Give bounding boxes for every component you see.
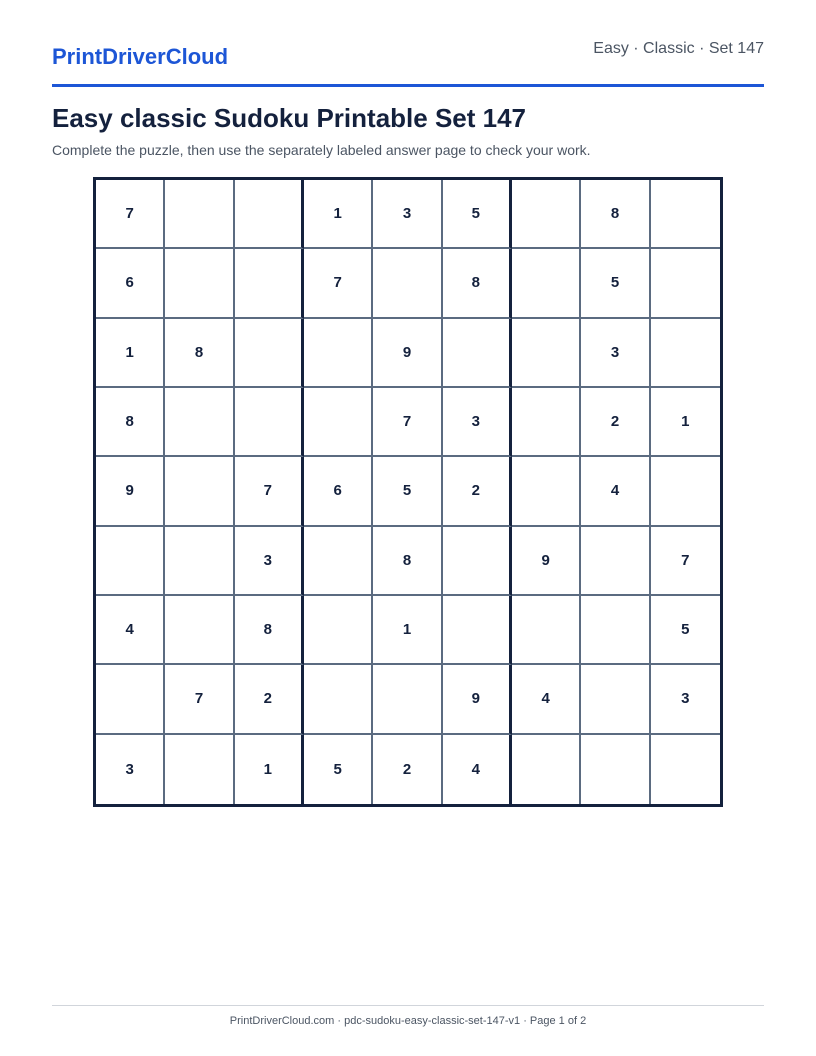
sudoku-cell-empty (443, 596, 512, 665)
sudoku-cell-given: 9 (373, 319, 442, 388)
sudoku-cell-given: 3 (651, 665, 720, 734)
sudoku-cell-given: 1 (373, 596, 442, 665)
sudoku-cell-empty (235, 180, 304, 249)
sudoku-cell-empty (512, 180, 581, 249)
sudoku-cell-empty (304, 665, 373, 734)
page-header (52, 36, 764, 87)
sudoku-cell-empty (512, 249, 581, 318)
sudoku-cell-empty (512, 388, 581, 457)
sudoku-cell-given: 6 (96, 249, 165, 318)
sudoku-cell-empty (651, 735, 720, 804)
sudoku-cell-given: 1 (235, 735, 304, 804)
sudoku-cell-empty (651, 319, 720, 388)
sudoku-cell-empty (165, 249, 234, 318)
sudoku-cell-empty (96, 665, 165, 734)
sudoku-cell-empty (165, 527, 234, 596)
brand-logo: PrintDriverCloud (52, 44, 229, 69)
sudoku-cell-given: 7 (373, 388, 442, 457)
sudoku-cell-empty (443, 319, 512, 388)
sudoku-cell-empty (651, 457, 720, 526)
sudoku-cell-given: 2 (581, 388, 650, 457)
sudoku-cell-given: 3 (235, 527, 304, 596)
sudoku-cell-given: 1 (96, 319, 165, 388)
sudoku-cell-empty (581, 665, 650, 734)
sudoku-cell-given: 5 (581, 249, 650, 318)
sudoku-cell-given: 1 (304, 180, 373, 249)
sudoku-cell-empty (304, 596, 373, 665)
sudoku-cell-given: 7 (651, 527, 720, 596)
sudoku-cell-given: 3 (96, 735, 165, 804)
sudoku-cell-empty (304, 319, 373, 388)
sudoku-cell-given: 5 (304, 735, 373, 804)
sudoku-cell-given: 5 (373, 457, 442, 526)
sudoku-cell-given: 9 (96, 457, 165, 526)
sudoku-cell-given: 2 (373, 735, 442, 804)
sudoku-cell-empty (235, 249, 304, 318)
page-subtitle: Complete the puzzle, then use the separately labeled answer page to check your work. (52, 142, 591, 158)
sudoku-cell-given: 8 (581, 180, 650, 249)
sudoku-cell-given: 3 (443, 388, 512, 457)
sudoku-cell-given: 1 (651, 388, 720, 457)
sudoku-cell-given: 3 (581, 319, 650, 388)
sudoku-cell-given: 8 (96, 388, 165, 457)
sudoku-cell-empty (373, 249, 442, 318)
sudoku-cell-given: 8 (235, 596, 304, 665)
sudoku-cell-empty (165, 596, 234, 665)
sudoku-cell-given: 6 (304, 457, 373, 526)
sudoku-cell-given: 8 (373, 527, 442, 596)
sudoku-cell-empty (651, 249, 720, 318)
page-title: Easy classic Sudoku Printable Set 147 (52, 103, 527, 133)
sudoku-cell-empty (581, 596, 650, 665)
sudoku-cell-empty (304, 527, 373, 596)
sudoku-cell-given: 8 (443, 249, 512, 318)
sudoku-grid (93, 177, 723, 807)
sudoku-cell-given: 3 (373, 180, 442, 249)
sudoku-cell-empty (96, 527, 165, 596)
sudoku-cell-given: 4 (512, 665, 581, 734)
sudoku-cell-empty (235, 319, 304, 388)
sudoku-cell-empty (581, 735, 650, 804)
sudoku-cell-empty (165, 457, 234, 526)
sudoku-cell-empty (443, 527, 512, 596)
sudoku-cell-empty (512, 596, 581, 665)
sudoku-cell-given: 4 (96, 596, 165, 665)
sudoku-cell-given: 7 (96, 180, 165, 249)
sudoku-cell-empty (304, 388, 373, 457)
sudoku-cell-given: 2 (443, 457, 512, 526)
sudoku-cell-given: 9 (443, 665, 512, 734)
sudoku-cell-given: 2 (235, 665, 304, 734)
sudoku-cell-given: 7 (304, 249, 373, 318)
sudoku-cell-given: 4 (581, 457, 650, 526)
sudoku-cell-empty (651, 180, 720, 249)
sudoku-cell-empty (512, 735, 581, 804)
sudoku-cell-empty (165, 735, 234, 804)
sudoku-cell-given: 7 (235, 457, 304, 526)
sudoku-cell-given: 9 (512, 527, 581, 596)
sudoku-cell-given: 4 (443, 735, 512, 804)
sudoku-cell-given: 5 (651, 596, 720, 665)
sudoku-cell-empty (512, 319, 581, 388)
sudoku-cell-empty (373, 665, 442, 734)
sudoku-cell-empty (581, 527, 650, 596)
sudoku-cell-given: 7 (165, 665, 234, 734)
puzzle-meta: Easy · Classic · Set 147 (593, 40, 764, 57)
sudoku-cell-empty (165, 180, 234, 249)
sudoku-cell-empty (235, 388, 304, 457)
page-footer: PrintDriverCloud.com · pdc-sudoku-easy-classic-set-147-v1 · Page 1 of 2 (52, 1005, 764, 1027)
sudoku-cell-given: 8 (165, 319, 234, 388)
sudoku-cell-given: 5 (443, 180, 512, 249)
sudoku-cell-empty (165, 388, 234, 457)
sudoku-cell-empty (512, 457, 581, 526)
